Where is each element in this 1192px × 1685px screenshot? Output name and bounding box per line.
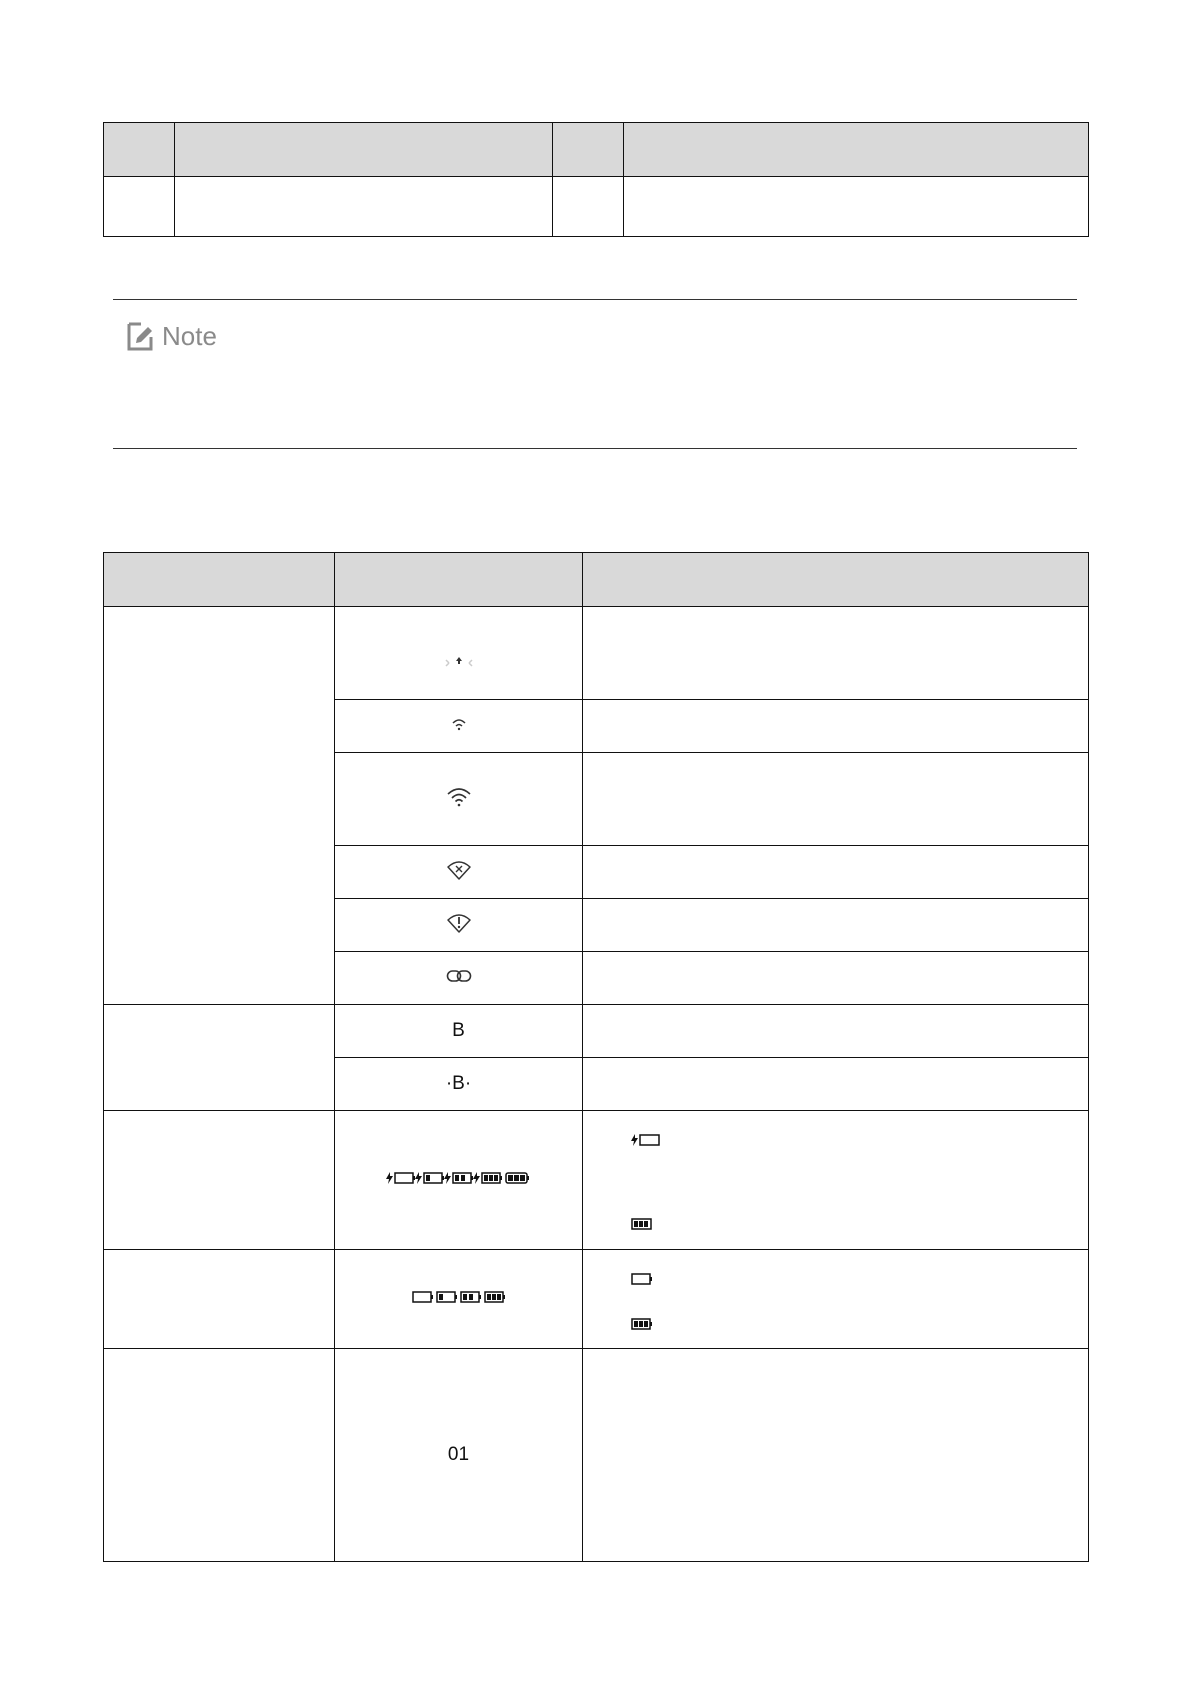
table-row	[104, 177, 1089, 237]
icon-cell	[335, 1250, 583, 1349]
top-table-header-row	[104, 123, 1089, 177]
link-icon	[446, 969, 472, 983]
icon-cell	[335, 1349, 583, 1562]
category-cell	[104, 1111, 335, 1250]
icon-cell	[335, 1005, 583, 1058]
table-cell	[175, 177, 553, 237]
battery-empty-icon	[631, 1272, 655, 1286]
description-cell	[583, 846, 1089, 899]
table-row	[104, 1005, 1089, 1058]
header-cell	[175, 123, 553, 177]
icon-cell	[335, 1111, 583, 1250]
category-cell	[104, 1005, 335, 1111]
icon-cell	[335, 700, 583, 753]
note-label: Note	[162, 320, 217, 351]
number-display-icon: 01	[447, 1444, 470, 1465]
category-cell	[104, 607, 335, 1005]
description-cell	[583, 1349, 1089, 1562]
icon-table	[103, 552, 1089, 1562]
description-cell	[583, 1250, 1089, 1349]
wifi-connecting-icon	[442, 654, 476, 670]
header-cell	[104, 123, 175, 177]
description-cell	[583, 1005, 1089, 1058]
table-row	[104, 1349, 1089, 1562]
icon-cell	[335, 952, 583, 1005]
battery-full-icon	[631, 1317, 655, 1331]
icon-cell	[335, 1058, 583, 1111]
bluetooth-b-icon: B	[452, 1020, 465, 1041]
table-row	[104, 607, 1089, 700]
category-cell	[104, 1349, 335, 1562]
bluetooth-b-connected-icon: ·B·	[445, 1073, 472, 1094]
description-cell	[583, 1058, 1089, 1111]
icon-cell	[335, 899, 583, 952]
description-cell	[583, 753, 1089, 846]
wifi-weak-signal-icon	[450, 717, 468, 731]
description-cell	[583, 607, 1089, 700]
description-cell	[583, 899, 1089, 952]
battery-charging-levels-icon	[386, 1171, 532, 1185]
header-cell	[335, 553, 583, 607]
note-section	[113, 299, 1077, 449]
header-cell	[624, 123, 1089, 177]
table-cell	[553, 177, 624, 237]
description-cell	[583, 700, 1089, 753]
table-cell	[104, 177, 175, 237]
header-cell	[583, 553, 1089, 607]
description-cell	[583, 1111, 1089, 1250]
battery-charging-empty-icon	[631, 1133, 665, 1147]
wifi-error-icon	[446, 860, 472, 880]
wifi-warning-icon	[446, 913, 472, 933]
table-cell	[624, 177, 1089, 237]
icon-table-header-row	[104, 553, 1089, 607]
icon-cell	[335, 846, 583, 899]
category-cell	[104, 1250, 335, 1349]
icon-cell	[335, 607, 583, 700]
edit-note-icon	[126, 320, 156, 352]
note-heading	[126, 320, 217, 352]
table-row	[104, 1111, 1089, 1250]
battery-full-icon	[631, 1217, 653, 1231]
top-table	[103, 122, 1089, 237]
battery-levels-icon	[412, 1290, 506, 1304]
table-row	[104, 1250, 1089, 1349]
description-cell	[583, 952, 1089, 1005]
header-cell	[104, 553, 335, 607]
wifi-strong-signal-icon	[446, 787, 472, 807]
header-cell	[553, 123, 624, 177]
icon-cell	[335, 753, 583, 846]
